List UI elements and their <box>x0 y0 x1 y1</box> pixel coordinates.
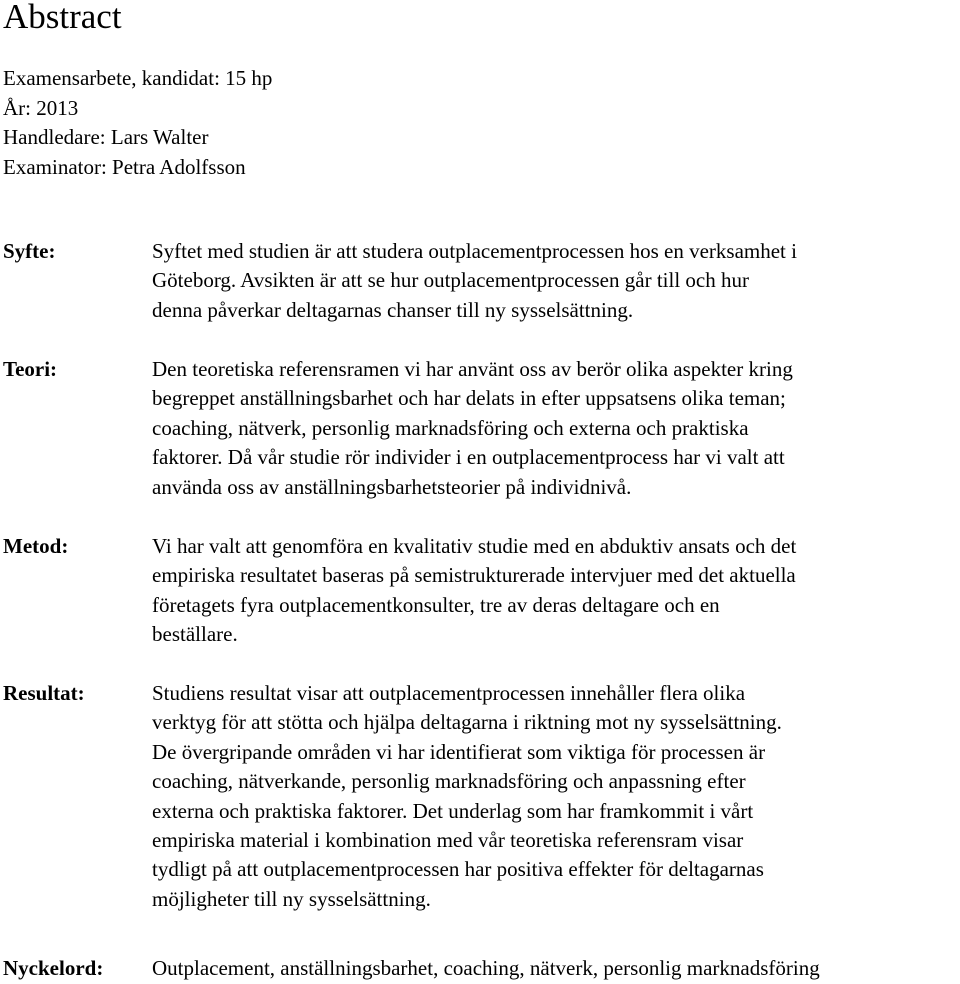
section-label-teori: Teori: <box>3 357 58 381</box>
text-line: använda oss av anställningsbarhetsteorier på individnivå. <box>152 474 632 499</box>
text-line: beställare. <box>152 622 238 647</box>
text-line: möjligheter till ny sysselsättning. <box>152 886 431 911</box>
section-label-resultat: Resultat: <box>3 681 85 705</box>
text-line: externa och praktiska faktorer. Det underlag som har framkommit i vårt <box>152 798 754 823</box>
text-line: verktyg för att stötta och hjälpa deltagarna i riktning mot ny sysselsättning. <box>152 710 782 735</box>
page-title: Abstract <box>3 0 122 36</box>
text-line: företagets fyra outplacementkonsulter, tre av deras deltagare och en <box>152 592 720 617</box>
meta-year: År: 2013 <box>3 95 79 120</box>
section-text-nyckelord <box>152 954 960 983</box>
meta-supervisor: Handledare: Lars Walter <box>3 125 209 149</box>
section-label-nyckelord: Nyckelord: <box>3 956 104 980</box>
keywords-line: Outplacement, anställningsbarhet, coaching, nätverk, personlig marknadsföring <box>152 956 820 980</box>
text-line: De övergripande områden vi har identifierat som viktiga för processen är <box>152 739 766 764</box>
text-line: empiriska material i kombination med vår teoretiska referensram visar <box>152 827 744 852</box>
section-label-syfte: Syfte: <box>3 239 56 263</box>
text-line: faktorer. Då vår studie rör individer i en outplacementprocess har vi valt att <box>152 445 785 470</box>
text-line: Studiens resultat visar att outplacementprocessen innehåller flera olika <box>152 681 746 705</box>
text-line: Den teoretiska referensramen vi har använt oss av berör olika aspekter kring <box>152 357 793 381</box>
text-line: denna påverkar deltagarnas chanser till ny sysselsättning. <box>152 297 634 322</box>
meta-course: Examensarbete, kandidat: 15 hp <box>3 66 273 90</box>
section-text-resultat <box>152 679 960 914</box>
thesis-meta <box>3 64 272 182</box>
section-text-teori <box>152 355 960 502</box>
section-text-syfte <box>152 237 960 325</box>
text-line: tydligt på att outplacementprocessen har positiva effekter för deltagarnas <box>152 857 764 882</box>
text-line: Göteborg. Avsikten är att se hur outplacementprocessen går till och hur <box>152 268 749 293</box>
text-line: Vi har valt att genomföra en kvalitativ studie med en abduktiv ansats och det <box>152 534 797 558</box>
text-line: begreppet anställningsbarhet och har delats in efter uppsatsens olika teman; <box>152 386 786 411</box>
text-line: coaching, nätverkande, personlig marknadsföring och anpassning efter <box>152 769 746 794</box>
text-line: empiriska resultatet baseras på semistrukturerade intervjuer med det aktuella <box>152 563 796 588</box>
section-text-metod <box>152 532 960 650</box>
text-line: Syftet med studien är att studera outplacementprocessen hos en verksamhet i <box>152 239 797 263</box>
meta-examiner: Examinator: Petra Adolfsson <box>3 154 246 179</box>
section-label-metod: Metod: <box>3 534 69 558</box>
text-line: coaching, nätverk, personlig marknadsföring och externa och praktiska <box>152 415 749 440</box>
